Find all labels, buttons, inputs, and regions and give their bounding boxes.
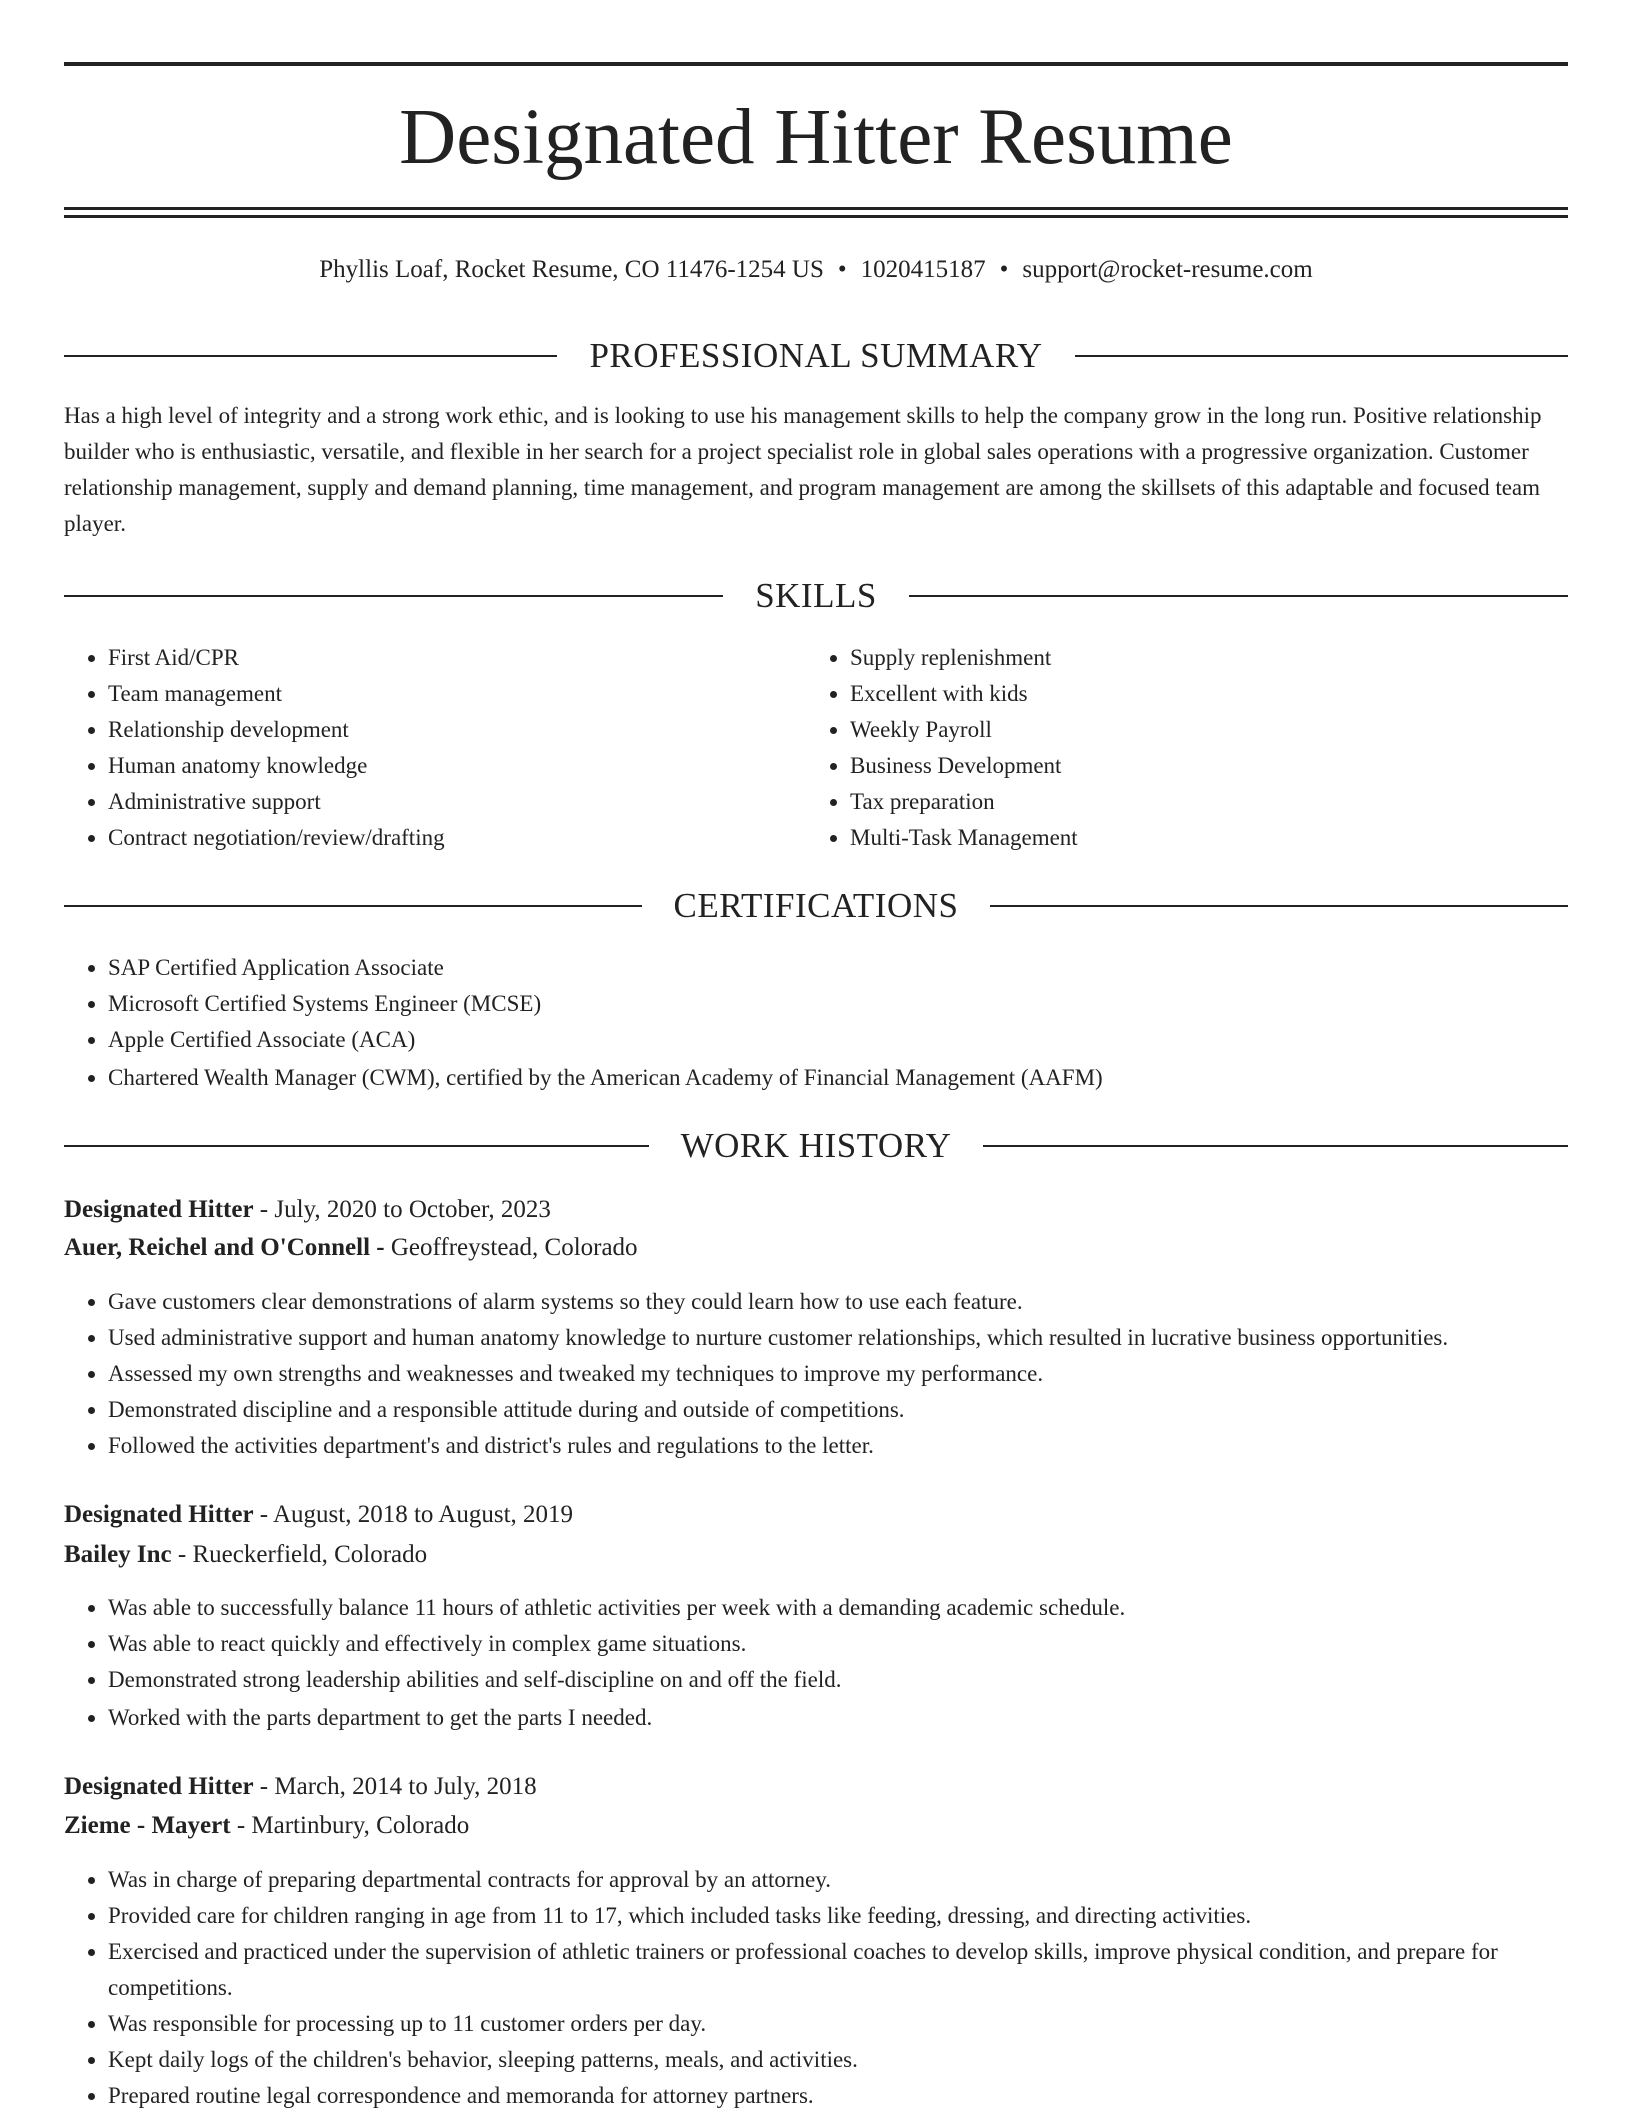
job-company-line	[64, 1537, 1568, 1573]
heading-rule	[990, 905, 1568, 907]
skills-heading-label: SKILLS	[755, 576, 877, 615]
certification-item: • SAP Certified Application Associate	[108, 950, 1568, 986]
job-bullet: • Followed the activities department's and district's rules and regulations to the letter.	[108, 1428, 1568, 1464]
contact-separator: •	[999, 256, 1009, 283]
heading-rule	[909, 595, 1568, 597]
job-bullet: • Was able to successfully balance 11 hours of athletic activities per week with a demanding academic schedule.	[108, 1590, 1568, 1626]
work-history-heading	[64, 1124, 1568, 1168]
contact-phone: 1020415187	[860, 256, 986, 283]
job-bullet: • Was in charge of preparing departmental contracts for approval by an attorney.	[108, 1862, 1568, 1898]
heading-rule	[64, 905, 642, 907]
job-title-line	[64, 1769, 1568, 1805]
skill-item: • Excellent with kids	[850, 676, 1546, 712]
contact-email: support@rocket-resume.com	[1022, 256, 1313, 283]
heading-rule	[983, 1145, 1568, 1147]
skill-item: • Team management	[108, 676, 804, 712]
title-rule-lower	[64, 215, 1568, 218]
contact-address: Phyllis Loaf, Rocket Resume, CO 11476-1254 US	[319, 256, 824, 283]
job-bullet: • Gave customers clear demonstrations of alarm systems so they could learn how to use each feature.	[108, 1284, 1568, 1320]
heading-rule	[64, 1145, 649, 1147]
skills-left-column	[64, 640, 804, 856]
skill-item: • Supply replenishment	[850, 640, 1546, 676]
job-dates: - August, 2018 to August, 2019	[253, 1501, 574, 1528]
summary-text: Has a high level of integrity and a strong work ethic, and is looking to use his management skills to help the company grow in the long run. Positive relationship builder who is enthusiastic, versatile, and flexible in her search for a project specialist role in global sales operations with a progressive organization. Customer relationship management, supply and demand planning, time management, and program management are among the skillsets of this adaptable and focused team player.	[64, 403, 1542, 536]
certification-item: • Chartered Wealth Manager (CWM), certified by the American Academy of Financial Management (AAFM)	[108, 1058, 1568, 1097]
job-role: Designated Hitter	[64, 1773, 254, 1800]
job-bullet: • Exercised and practiced under the supervision of athletic trainers or professional coaches to develop skills, improve physical condition, and prepare for competitions.	[108, 1934, 1568, 2006]
skill-item: • Tax preparation	[850, 784, 1546, 820]
job-bullets	[64, 1590, 1568, 1737]
job-bullet: • Kept daily logs of the children's behavior, sleeping patterns, meals, and activities.	[108, 2042, 1568, 2078]
job-company: Zieme - Mayert	[64, 1812, 231, 1839]
job-bullet: • Assessed my own strengths and weaknesses and tweaked my techniques to improve my performance.	[108, 1356, 1568, 1392]
job-bullet: • Was able to react quickly and effectively in complex game situations.	[108, 1626, 1568, 1662]
heading-rule	[64, 595, 723, 597]
job-company-line	[64, 1230, 1568, 1266]
summary-heading	[64, 334, 1568, 378]
title-rule-upper	[64, 207, 1568, 210]
job-company-line	[64, 1808, 1568, 1844]
job-bullet: • Demonstrated discipline and a responsible attitude during and outside of competitions.	[108, 1392, 1568, 1428]
work-history-heading-label: WORK HISTORY	[680, 1126, 952, 1165]
skill-item: • Business Development	[850, 748, 1546, 784]
job-role: Designated Hitter	[64, 1196, 254, 1223]
job-dates: - March, 2014 to July, 2018	[253, 1773, 537, 1800]
job-bullets	[64, 1862, 1568, 2114]
job-bullet: • Prepared routine legal correspondence and memoranda for attorney partners.	[108, 2078, 1568, 2114]
job-location: - Rueckerfield, Colorado	[171, 1541, 428, 1568]
certification-item: • Microsoft Certified Systems Engineer (MCSE)	[108, 986, 1568, 1022]
skill-item: • Contract negotiation/review/drafting	[108, 820, 804, 856]
job-bullet: • Provided care for children ranging in age from 11 to 17, which included tasks like feeding, dressing, and directing activities.	[108, 1898, 1568, 1934]
job-title-line	[64, 1497, 1568, 1533]
certification-item: • Apple Certified Associate (ACA)	[108, 1022, 1568, 1058]
skill-item: • First Aid/CPR	[108, 640, 804, 676]
skill-item: • Weekly Payroll	[850, 712, 1546, 748]
contact-separator: •	[837, 256, 847, 283]
skill-item: • Human anatomy knowledge	[108, 748, 804, 784]
job-bullets	[64, 1284, 1568, 1464]
job-bullet: • Demonstrated strong leadership abilities and self-discipline on and off the field.	[108, 1662, 1568, 1698]
heading-rule	[1075, 355, 1568, 357]
skills-right-column	[806, 640, 1546, 856]
certifications-list	[64, 950, 1568, 1097]
skills-heading	[64, 574, 1568, 618]
job-company: Auer, Reichel and O'Connell -	[64, 1234, 385, 1261]
job-bullet: • Used administrative support and human anatomy knowledge to nurture customer relationships, which resulted in lucrative business opportunities.	[108, 1320, 1568, 1356]
heading-rule	[64, 355, 557, 357]
certifications-heading	[64, 884, 1568, 928]
job-title-line	[64, 1192, 1568, 1228]
job-location: - Martinbury, Colorado	[230, 1812, 470, 1839]
job-role: Designated Hitter	[64, 1501, 254, 1528]
job-bullet: • Worked with the parts department to get the parts I needed.	[108, 1698, 1568, 1737]
skill-item: • Multi-Task Management	[850, 820, 1546, 856]
job-location: Geoffreystead, Colorado	[384, 1234, 638, 1261]
contact-line	[64, 252, 1568, 288]
summary-heading-label: PROFESSIONAL SUMMARY	[589, 336, 1043, 375]
job-dates: - July, 2020 to October, 2023	[253, 1196, 551, 1223]
job-company: Bailey Inc	[64, 1541, 172, 1568]
job-bullet: • Was responsible for processing up to 11 customer orders per day.	[108, 2006, 1568, 2042]
skill-item: • Relationship development	[108, 712, 804, 748]
resume-title: Designated Hitter Resume	[399, 94, 1233, 181]
top-rule	[64, 62, 1568, 66]
skill-item: • Administrative support	[108, 784, 804, 820]
certifications-heading-label: CERTIFICATIONS	[673, 886, 959, 925]
